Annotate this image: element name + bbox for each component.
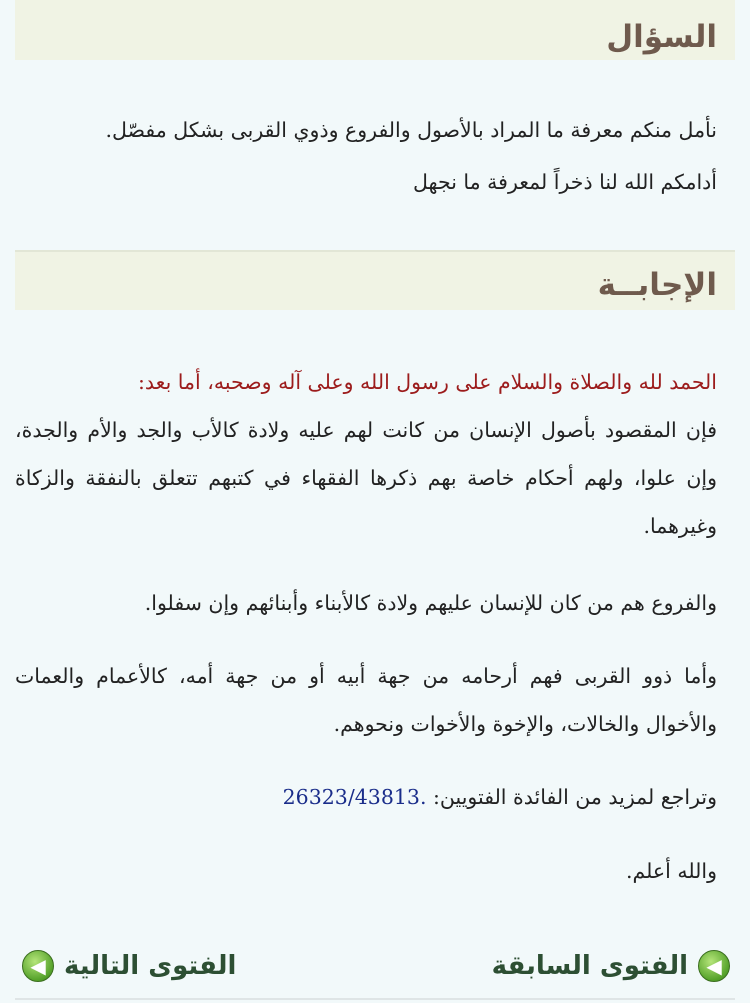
question-header-title: السؤال [606, 19, 717, 55]
answer-closing: والله أعلم. [625, 859, 717, 883]
question-line-1: نأمل منكم معرفة ما المراد بالأصول والفروع وذوي القربى بشكل مفصّل. [105, 118, 717, 142]
question-line-2: أدامكم الله لنا ذخراً لمعرفة ما نجهل [413, 170, 717, 194]
answer-paragraph-3: وأما ذوو القربى فهم أرحامه من جهة أبيه أو من جهة أمه، كالأعمام والعمات والأخوال والخالات، والإخوة والأخوات ونحوهم. [15, 664, 717, 736]
answer-header-title: الإجابــة [597, 267, 717, 303]
next-fatwa-button[interactable] [22, 941, 236, 991]
answer-reference [15, 773, 717, 821]
answer-paragraph-1: فإن المقصود بأصول الإنسان من كانت لهم عليه ولادة كالأب والجد والأم والجدة، وإن علوا، ولهم أحكام خاصة بهم ذكرها الفقهاء في كتبهم تتعلق بالنفقة والزكاة وغيرهما. [15, 418, 717, 538]
question-header [15, 0, 735, 60]
answer-paragraph-2: والفروع هم من كان للإنسان عليهم ولادة كالأبناء وأبنائهم وإن سفلوا. [144, 591, 717, 615]
answer-header [15, 250, 735, 310]
previous-fatwa-label: الفتوى السابقة [491, 951, 688, 981]
bottom-divider [15, 998, 735, 1000]
next-fatwa-label: الفتوى التالية [64, 951, 237, 981]
arrow-left-circle-icon: ◀ [698, 950, 730, 982]
arrow-left-circle-icon: ◀ [22, 950, 54, 982]
reference-prefix: وتراجع لمزيد من الفائدة الفتويين: [433, 785, 717, 809]
answer-opening: الحمد لله والصلاة والسلام على رسول الله وعلى آله وصحبه، أما بعد: [138, 370, 717, 394]
reference-fatwa-links[interactable]: 26323/43813 [282, 785, 420, 809]
reference-suffix: . [419, 785, 427, 809]
previous-fatwa-button[interactable] [492, 941, 730, 991]
